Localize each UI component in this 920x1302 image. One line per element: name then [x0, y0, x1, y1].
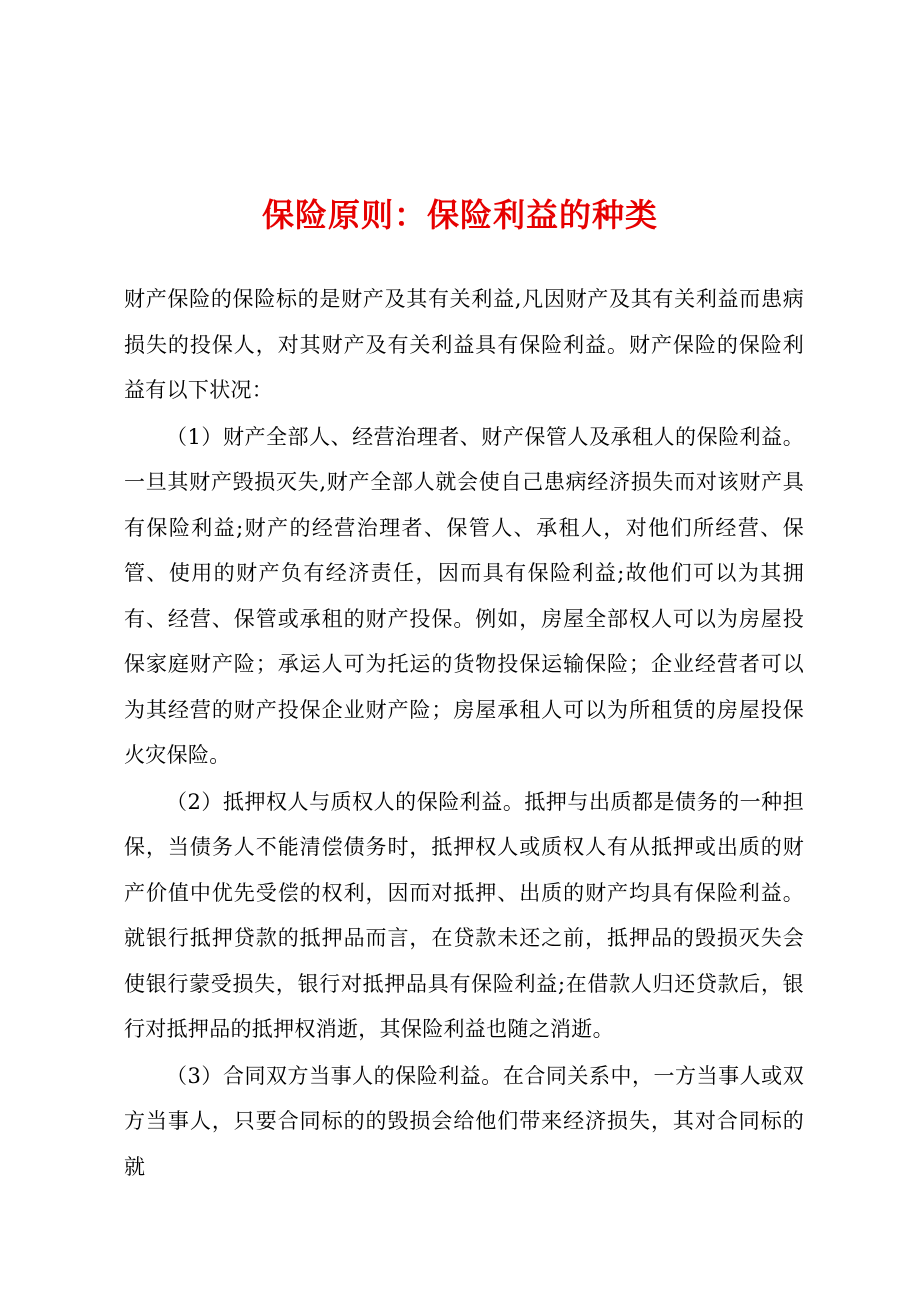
- document-title: 保险原则：保险利益的种类: [261, 196, 658, 234]
- paragraph-item-3: （3）合同双方当事人的保险利益。在合同关系中，一方当事人或双方当事人，只要合同标的的毁损会给他们带来经济损失，其对合同标的就: [124, 1063, 804, 1179]
- paragraph-intro: 财产保险的保险标的是财产及其有关利益,凡因财产及其有关利益而患病损失的投保人，对其财产及有关利益具有保险利益。财产保险的保险利益有以下状况：: [124, 287, 804, 402]
- document-body: [124, 277, 804, 1190]
- paragraph-item-2: （2）抵押权人与质权人的保险利益。抵押与出质都是债务的一种担保，当债务人不能清偿债务时，抵押权人或质权人有从抵押或出质的财产价值中优先受偿的权利，因而对抵押、出质的财产均具有保险利益。就银行抵押贷款的抵押品而言，在贷款未还之前，抵押品的毁损灭失会使银行蒙受损失，银行对抵押品具有保险利益;在借款人归还贷款后，银行对抵押品的抵押权消逝，其保险利益也随之消逝。: [124, 789, 804, 1041]
- paragraph-item-1: （1）财产全部人、经营治理者、财产保管人及承租人的保险利益。一旦其财产毁损灭失,财产全部人就会使自己患病经济损失而对该财产具有保险利益;财产的经营治理者、保管人、承租人，对他们所经营、保管、使用的财产负有经济责任，因而具有保险利益;故他们可以为其拥有、经营、保管或承租的财产投保。例如，房屋全部权人可以为房屋投保家庭财产险；承运人可为托运的货物投保运输保险；企业经营者可以为其经营的财产投保企业财产险；房屋承租人可以为所租赁的房屋投保火灾保险。: [124, 424, 804, 767]
